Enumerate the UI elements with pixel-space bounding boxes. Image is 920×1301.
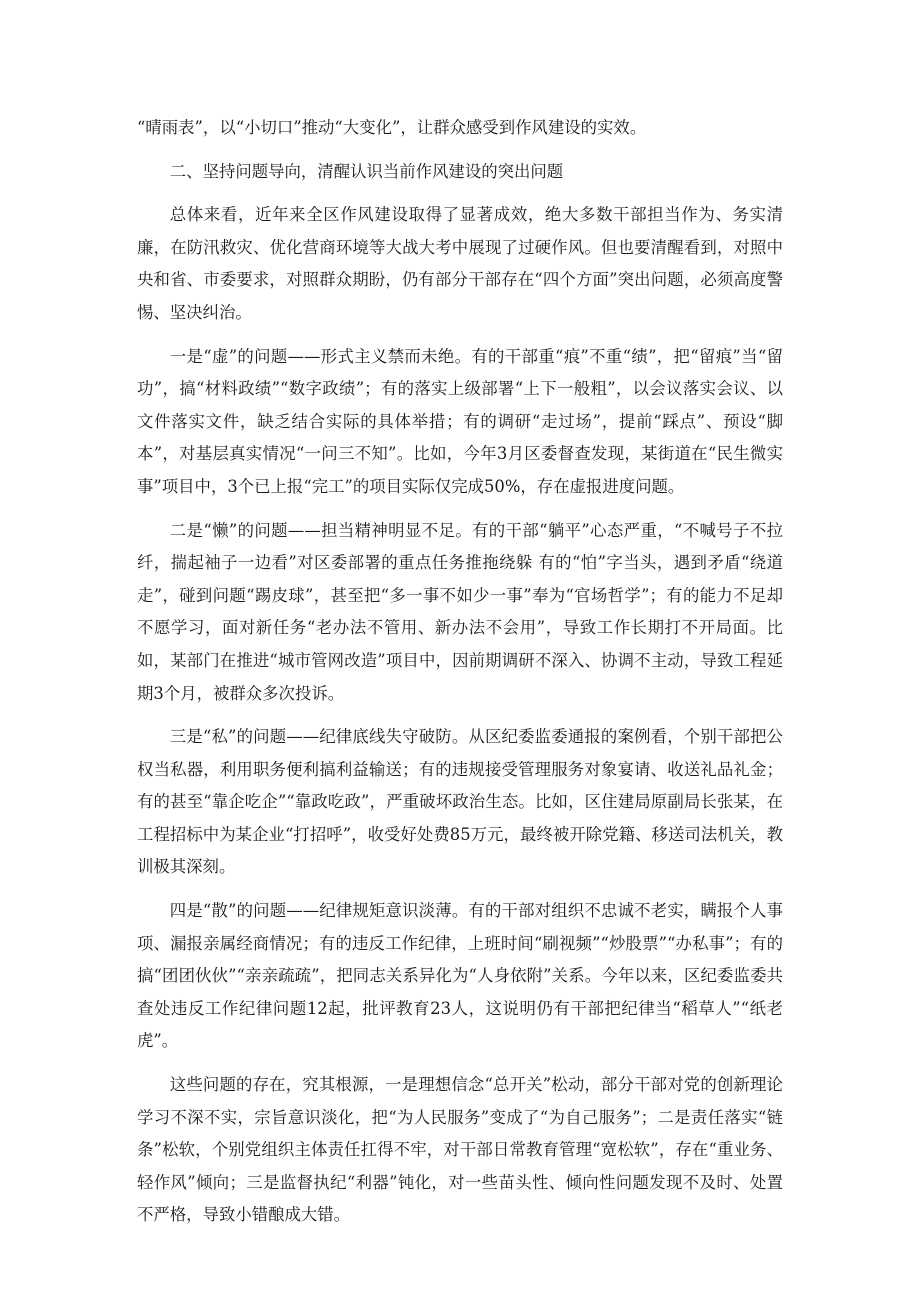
paragraph-issue-3: 三是“私”的问题——纪律底线失守破防。从区纪委监委通报的案例看，个别干部把公权当私器，利用职务便利搞利益输送；有的违规接受管理服务对象宴请、收送礼品礼金；有的甚至“靠企吃企”“靠政吃政”，严重破坏政治生态。比如，区住建局原副局长张某，在工程招标中为某企业“打招呼”，收受好处费85万元，最终被开除党籍、移送司法机关，教训极其深刻。	[137, 727, 783, 877]
paragraph-root-causes: 这些问题的存在，究其根源，一是理想信念“总开关”松动，部分干部对党的创新理论学习不深不实，宗旨意识淡化，把“为人民服务”变成了“为自己服务”；二是责任落实“链条”松软，个别党组织主体责任扛得不牢，对干部日常教育管理“宽松软”，存在“重业务、轻作风”倾向；三是监督执纪“利器”钝化，对一些苗头性、倾向性问题发现不及时、处置不严格，导致小错酿成大错。	[137, 1075, 783, 1225]
paragraph-issue-2: 二是“懒”的问题——担当精神明显不足。有的干部“躺平”心态严重，“不喊号子不拉纤，揣起袖子一边看”对区委部署的重点任务推拖绕躲 有的“怕”字当头，遇到矛盾“绕道走”，碰到问题“踢皮球”，甚至把“多一事不如少一事”奉为“官场哲学”；有的能力不足却不愿学习，面对新任务“老办法不管用、新办法不会用”，导致工作长期打不开局面。比如，某部门在推进“城市管网改造”项目中，因前期调研不深入、协调不主动，导致工程延期3个月，被群众多次投诉。	[137, 520, 783, 703]
paragraph-overview: 总体来看，近年来全区作风建设取得了显著成效，绝大多数干部担当作为、务实清廉，在防汛救灾、优化营商环境等大战大考中展现了过硬作风。但也要清醒看到，对照中央和省、市委要求，对照群众期盼，仍有部分干部存在“四个方面”突出问题，必须高度警惕、坚决纠治。	[137, 205, 783, 322]
section-heading: 二、坚持问题导向，清醒认识当前作风建设的突出问题	[169, 161, 564, 181]
paragraph-issue-4: 四是“散”的问题——纪律规矩意识淡薄。有的干部对组织不忠诚不老实，瞒报个人事项、漏报亲属经商情况；有的违反工作纪律，上班时间“刷视频”“炒股票”“办私事”；有的搞“团团伙伙”“亲亲疏疏”，把同志关系异化为“人身依附”关系。今年以来，区纪委监委共查处违反工作纪律问题12起，批评教育23人，这说明仍有干部把纪律当“稻草人”“纸老虎”。	[137, 901, 783, 1051]
paragraph-continuation: “晴雨表”，以“小切口”推动“大变化”，让群众感受到作风建设的实效。	[137, 118, 647, 137]
paragraph-issue-1: 一是“虚”的问题——形式主义禁而未绝。有的干部重“痕”不重“绩”，把“留痕”当“留功”，搞“材料政绩”“数字政绩”；有的落实上级部署“上下一般粗”，以会议落实会议、以文件落实文件，缺乏结合实际的具体举措；有的调研“走过场”，提前“踩点”、预设“脚本”，对基层真实情况“一问三不知”。比如，今年3月区委督查发现，某街道在“民生微实事”项目中，3个已上报“完工”的项目实际仅完成50%，存在虚报进度问题。	[137, 346, 783, 496]
